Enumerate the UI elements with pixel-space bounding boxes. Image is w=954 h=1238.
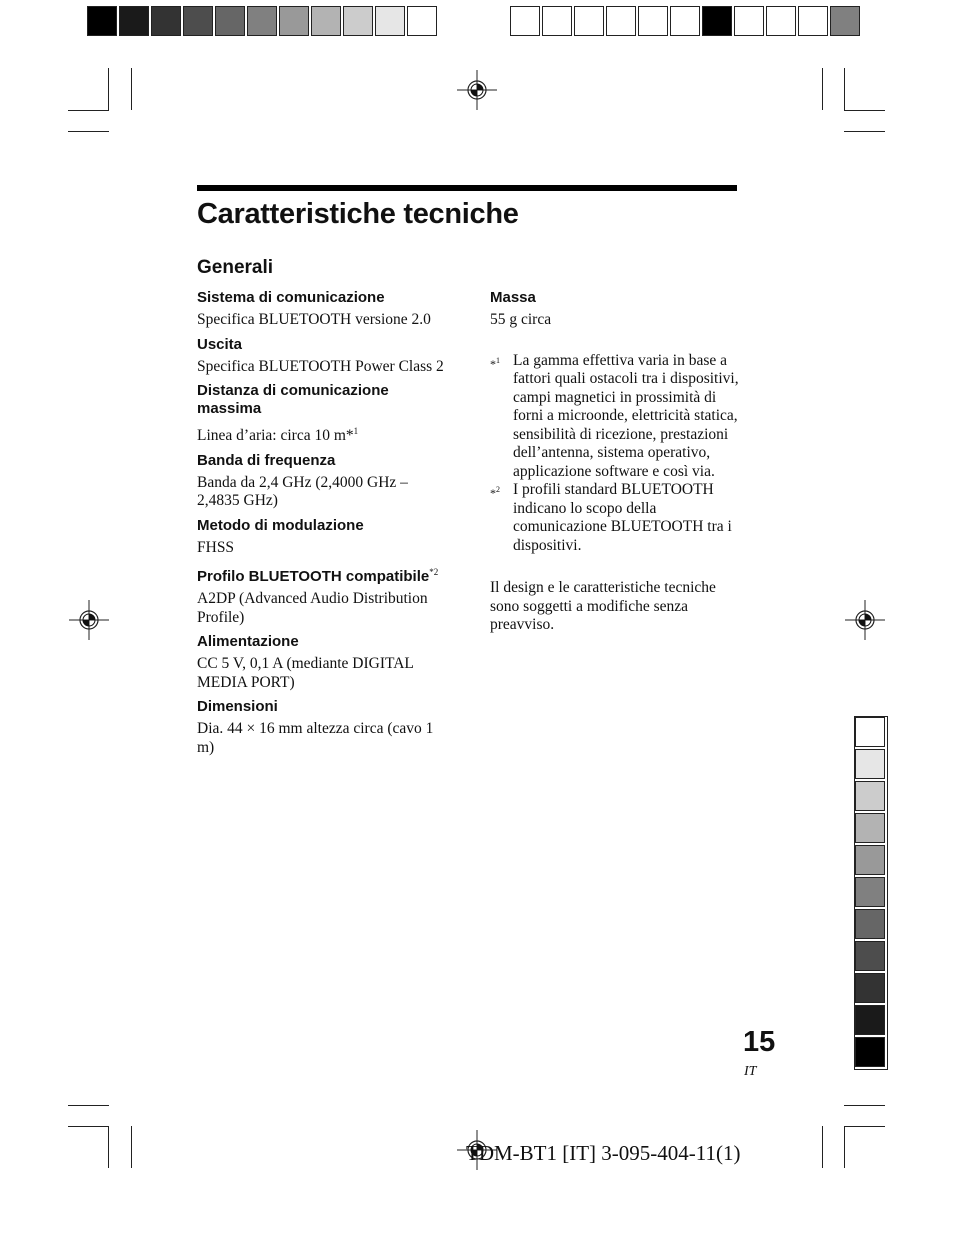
spec-value-text: 55 g circa [490, 311, 552, 328]
spec-value-text: Specifica BLUETOOTH versione 2.0 [197, 311, 431, 328]
footnote [490, 352, 740, 482]
spec-label [197, 698, 447, 716]
footnote-list [490, 352, 740, 556]
color-swatch [855, 941, 885, 971]
spec-label [197, 382, 447, 418]
footnote-number: 1 [496, 355, 500, 365]
color-swatch [183, 6, 213, 36]
color-swatch [855, 877, 885, 907]
spec-label-text: Profilo BLUETOOTH compatibile [197, 568, 430, 586]
spec-value-text: Specifica BLUETOOTH Power Class 2 [197, 357, 444, 375]
spec-label [490, 289, 740, 307]
footnote-ref: 1 [353, 426, 359, 436]
color-swatch [119, 6, 149, 36]
color-swatch [343, 6, 373, 36]
spec-value [197, 358, 447, 377]
specs-right-column [490, 289, 740, 635]
spec-label-text: Massa [490, 289, 536, 306]
spec-label [197, 563, 447, 586]
color-swatch [855, 813, 885, 843]
color-swatch [279, 6, 309, 36]
color-swatch [151, 6, 181, 36]
spec-value-text: Dia. 44 × 16 mm altezza circa (cavo 1 m) [197, 720, 434, 756]
color-swatch [87, 6, 117, 36]
spec-label [197, 517, 447, 535]
color-swatch [855, 1005, 885, 1035]
specs-right-list [490, 289, 740, 330]
color-bar-side [854, 716, 888, 1070]
spec-value-text: FHSS [197, 538, 235, 556]
color-swatch [766, 6, 796, 36]
footnote-text: La gamma effettiva varia in base a fattori quali ostacoli tra i dispositivi, campi magnetici in prossimità di forni a microonde, elettricità statica, sensibilità di ricezione, prestazioni dell’antenna, sistema operativo, applicazione software e così via. [513, 351, 739, 480]
color-swatch [855, 717, 885, 747]
color-bar-top-right [510, 6, 862, 38]
footnote-number: 2 [496, 485, 500, 494]
registration-mark-icon [845, 600, 885, 640]
spec-label-text: Sistema di comunicazione [197, 289, 385, 306]
color-bar-top-left [87, 6, 439, 38]
spec-label-text: Alimentazione [197, 633, 299, 651]
color-swatch [375, 6, 405, 36]
spec-label-text: Metodo di modulazione [197, 516, 364, 534]
color-swatch [670, 6, 700, 36]
color-swatch [311, 6, 341, 36]
page-language: IT [744, 1064, 757, 1079]
spec-value [197, 539, 447, 558]
title-rule [197, 185, 737, 191]
footnote-text: I profili standard BLUETOOTH indicano lo scopo della comunicazione BLUETOOTH tra i dispositivi. [513, 481, 732, 554]
footnote-asterisk: * [490, 486, 496, 500]
color-swatch [855, 1037, 885, 1067]
page-title: Caratteristiche tecniche [197, 198, 519, 230]
page-number: 15 [743, 1026, 776, 1058]
spec-label-text: Dimensioni [197, 698, 278, 716]
spec-label-text: Distanza di comunicazione massima [197, 382, 389, 417]
color-swatch [542, 6, 572, 36]
color-swatch [606, 6, 636, 36]
color-swatch [855, 909, 885, 939]
section-title: Generali [197, 257, 274, 278]
registration-mark-icon [69, 600, 109, 640]
spec-value [197, 422, 447, 446]
color-swatch [638, 6, 668, 36]
spec-label-text: Uscita [197, 335, 243, 353]
spec-value-text: Linea d’aria: circa 10 m* [197, 427, 354, 445]
color-swatch [510, 6, 540, 36]
color-swatch [855, 845, 885, 875]
spec-label [197, 336, 447, 354]
footnote-ref: *2 [429, 567, 439, 578]
color-swatch [407, 6, 437, 36]
spec-label [197, 452, 447, 470]
spec-value-text: A2DP (Advanced Audio Distribution Profile) [197, 590, 428, 626]
color-swatch [574, 6, 604, 36]
spec-value [197, 311, 447, 330]
spec-label [197, 633, 447, 651]
spec-label-text: Banda di frequenza [197, 451, 336, 469]
spec-value [197, 655, 447, 692]
notice-text: Il design e le caratteristiche tecniche sono soggetti a modifiche senza preavviso. [490, 579, 716, 633]
spec-value [490, 311, 740, 330]
color-swatch [830, 6, 860, 36]
color-swatch [855, 749, 885, 779]
spec-label [197, 289, 447, 307]
footnote-asterisk: * [490, 356, 496, 371]
spec-value [197, 720, 447, 757]
spec-value [197, 590, 447, 627]
footnote-mark [490, 352, 513, 482]
registration-mark-icon [457, 70, 497, 110]
color-swatch [855, 973, 885, 1003]
color-swatch [215, 6, 245, 36]
spec-value-text: CC 5 V, 0,1 A (mediante DIGITAL MEDIA PORT) [197, 655, 414, 691]
job-code: TDM-BT1 [IT] 3-095-404-11(1) [466, 1141, 741, 1165]
spec-value-text: Banda da 2,4 GHz (2,4000 GHz – 2,4835 GHz) [197, 473, 408, 510]
color-swatch [247, 6, 277, 36]
color-swatch [702, 6, 732, 36]
color-swatch [734, 6, 764, 36]
color-swatch [798, 6, 828, 36]
spec-value [197, 474, 447, 511]
footnote-mark [490, 481, 513, 555]
footnote [490, 481, 740, 555]
color-swatch [855, 781, 885, 811]
specs-left-column [197, 289, 447, 763]
